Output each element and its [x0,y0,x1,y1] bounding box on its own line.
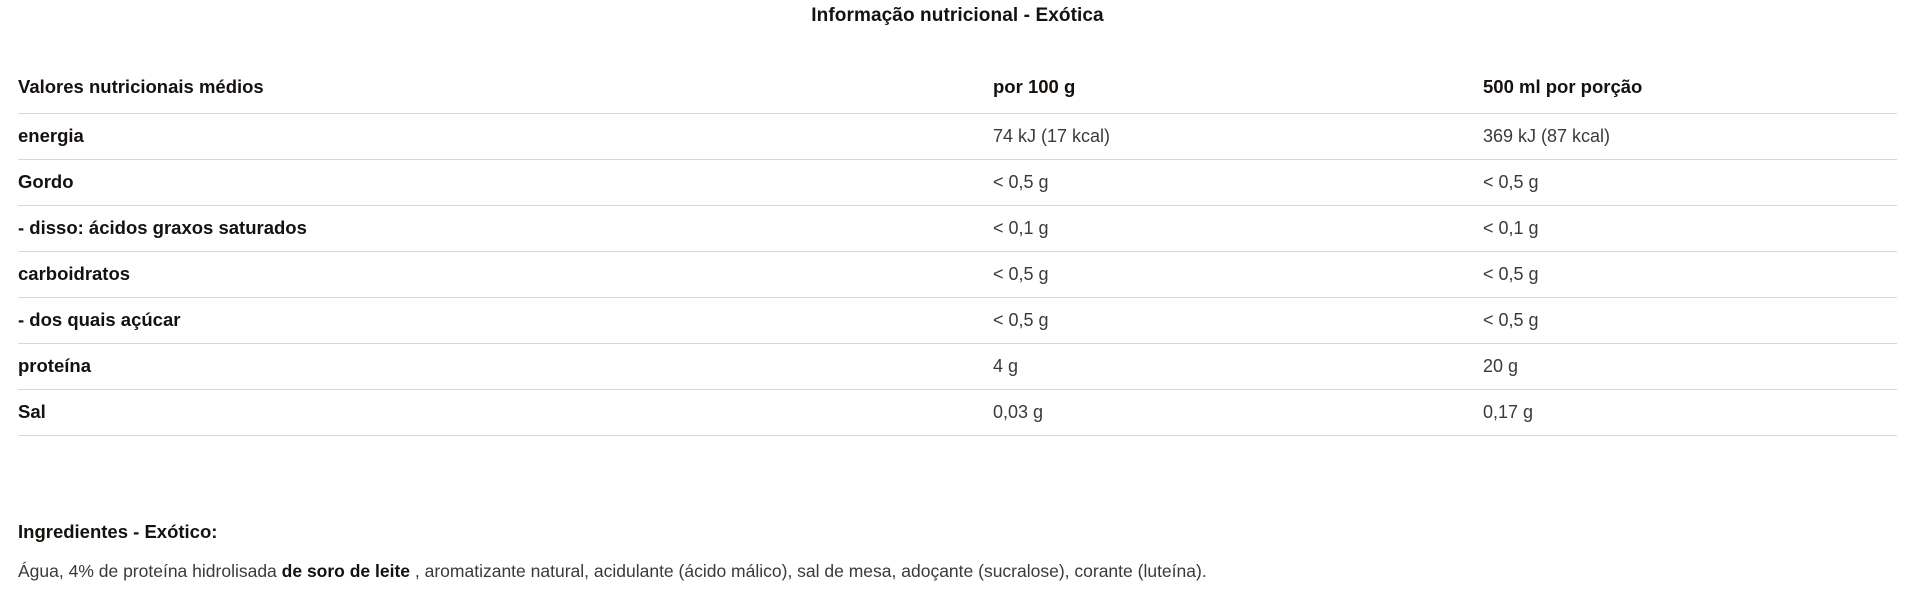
row-value-energia-per-portion: 369 kJ (87 kcal) [1483,113,1897,159]
row-label-acucar: - dos quais açúcar [18,297,993,343]
row-label-gordo: Gordo [18,159,993,205]
row-value-sal-per-100g: 0,03 g [993,389,1483,435]
table-row [18,205,1897,251]
ingredients-title: Ingredientes - Exótico: [18,521,218,542]
row-value-carboidratos-per-portion: < 0,5 g [1483,251,1897,297]
nutrition-table-container [0,63,1915,436]
row-value-saturados-per-portion: < 0,1 g [1483,205,1897,251]
row-label-energia: energia [18,113,993,159]
table-header-row [18,63,1897,113]
row-label-proteina: proteína [18,343,993,389]
table-row [18,251,1897,297]
ingredients-text-before: Água, 4% de proteína hidrolisada [18,561,282,581]
table-row [18,113,1897,159]
table-row [18,159,1897,205]
column-header-per-portion: 500 ml por porção [1483,63,1897,113]
row-value-sal-per-portion: 0,17 g [1483,389,1897,435]
table-body [18,113,1897,435]
column-header-nutrient: Valores nutricionais médios [18,63,993,113]
row-value-energia-per-100g: 74 kJ (17 kcal) [993,113,1483,159]
row-value-acucar-per-100g: < 0,5 g [993,297,1483,343]
row-value-acucar-per-portion: < 0,5 g [1483,297,1897,343]
ingredients-text [18,560,1898,584]
row-value-saturados-per-100g: < 0,1 g [993,205,1483,251]
ingredients-text-after: , aromatizante natural, acidulante (ácido málico), sal de mesa, adoçante (sucralose), corante (luteína). [410,561,1207,581]
row-value-gordo-per-100g: < 0,5 g [993,159,1483,205]
ingredients-text-highlight: de soro de leite [281,561,411,581]
ingredients-section [18,521,1898,584]
row-label-sal: Sal [18,389,993,435]
row-value-gordo-per-portion: < 0,5 g [1483,159,1897,205]
row-value-proteina-per-portion: 20 g [1483,343,1897,389]
row-label-saturados: - disso: ácidos graxos saturados [18,205,993,251]
table-row [18,343,1897,389]
page-title: Informação nutricional - Exótica [811,5,1104,26]
column-header-per-100g: por 100 g [993,63,1483,113]
row-value-proteina-per-100g: 4 g [993,343,1483,389]
nutrition-table [18,63,1897,436]
table-row [18,297,1897,343]
table-row [18,389,1897,435]
row-label-carboidratos: carboidratos [18,251,993,297]
table-header [18,63,1897,113]
row-value-carboidratos-per-100g: < 0,5 g [993,251,1483,297]
